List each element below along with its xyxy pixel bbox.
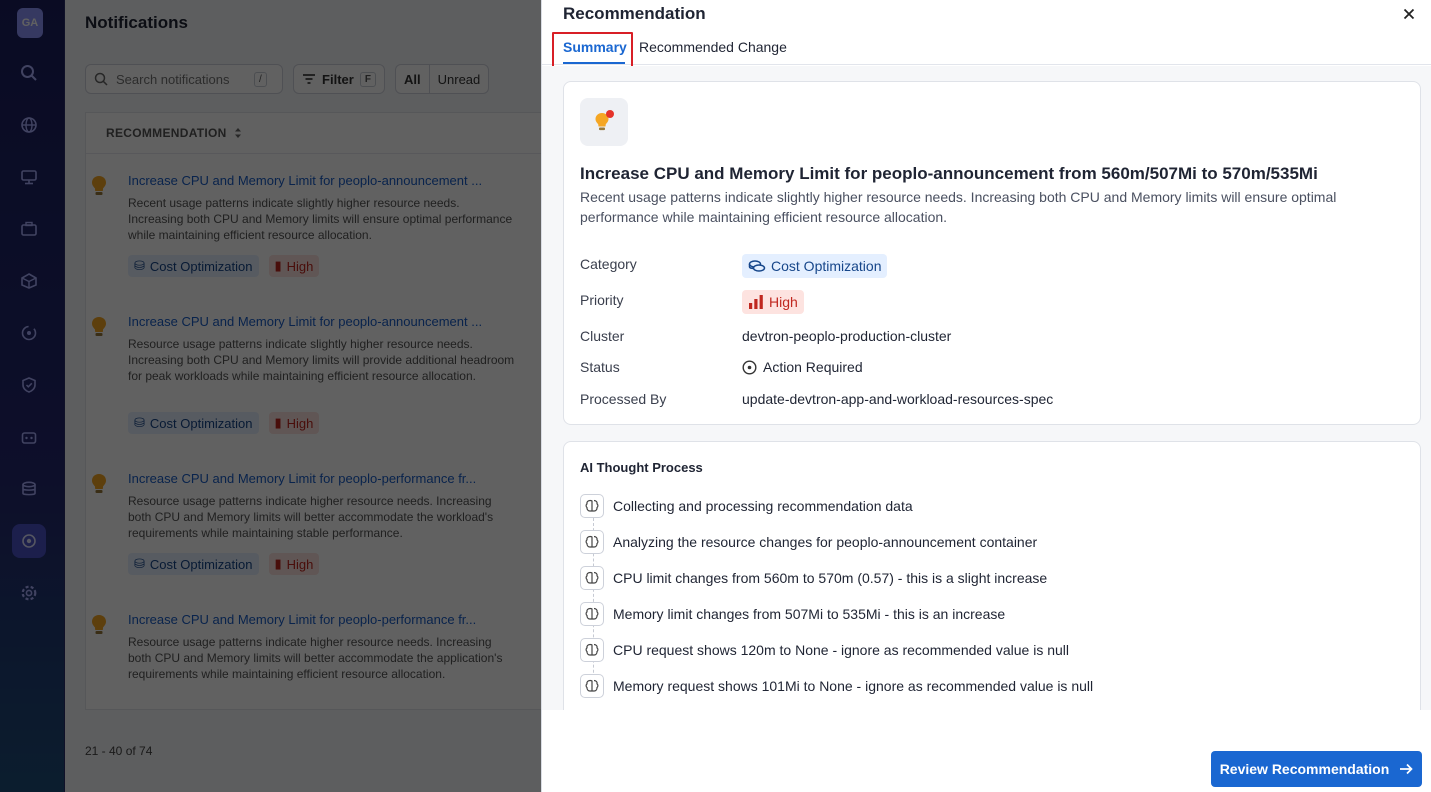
- processed-by-value: update-devtron-app-and-workload-resources-spec: [742, 391, 1054, 407]
- cluster-value: devtron-peoplo-production-cluster: [742, 328, 952, 344]
- thought-step: [580, 602, 1005, 626]
- brain-icon: [580, 566, 604, 590]
- priority-tag: [742, 290, 804, 314]
- recommendation-lightbulb-icon: [580, 98, 628, 146]
- review-recommendation-button[interactable]: [1211, 751, 1422, 787]
- thought-step-text: Analyzing the resource changes for peoplo-announcement container: [613, 534, 1038, 550]
- status-value-label: Action Required: [763, 359, 863, 375]
- category-value: [742, 254, 887, 278]
- recommendation-drawer: [541, 0, 1431, 792]
- annotation-highlight-box: [552, 32, 633, 70]
- brain-icon: [580, 674, 604, 698]
- thought-step: [580, 638, 1069, 662]
- category-label: Category: [580, 256, 637, 272]
- tab-recommended-change[interactable]: Recommended Change: [639, 39, 787, 55]
- thought-step-text: CPU limit changes from 560m to 570m (0.57) - this is a slight increase: [613, 570, 1048, 586]
- tab-bar: [542, 30, 1431, 65]
- thought-step: [580, 530, 1037, 554]
- bar-chart-icon: [748, 295, 764, 309]
- priority-value: [742, 290, 804, 314]
- thought-step-text: Memory request shows 101Mi to None - ignore as recommended value is null: [613, 678, 1094, 694]
- priority-tag-label: High: [769, 294, 798, 310]
- thought-step: [580, 566, 1047, 590]
- tab-summary[interactable]: Summary: [563, 39, 627, 55]
- drawer-title: Recommendation: [563, 4, 706, 23]
- close-button[interactable]: [1399, 4, 1419, 24]
- review-recommendation-label: Review Recommendation: [1219, 761, 1390, 777]
- brain-icon: [580, 494, 604, 518]
- thought-step: [580, 674, 1093, 698]
- arrow-right-icon: [1399, 763, 1413, 775]
- thought-step: [580, 494, 913, 518]
- status-circle-icon: [742, 360, 757, 375]
- coins-icon: [748, 259, 766, 273]
- thought-step-text: Collecting and processing recommendation data: [613, 498, 913, 514]
- ai-thought-process-panel: [563, 441, 1421, 710]
- processed-by-label: Processed By: [580, 391, 667, 407]
- thought-step-text: Memory limit changes from 507Mi to 535Mi - this is an increase: [613, 606, 1006, 622]
- thought-step-text: CPU request shows 120m to None - ignore as recommended value is null: [613, 642, 1070, 658]
- summary-panel: [563, 81, 1421, 425]
- status-label: Status: [580, 359, 620, 375]
- modal-backdrop[interactable]: [0, 0, 541, 792]
- recommendation-description: Recent usage patterns indicate slightly higher resource needs. Increasing both CPU and Memory limits will ensure optimal performance while maintaining efficient resource allocation.: [580, 189, 1337, 225]
- status-value: [742, 359, 863, 375]
- brain-icon: [580, 638, 604, 662]
- category-tag-label: Cost Optimization: [771, 258, 882, 274]
- category-tag: [742, 254, 887, 278]
- ai-thought-title: AI Thought Process: [580, 460, 703, 475]
- drawer-scroll-content[interactable]: [542, 66, 1431, 710]
- priority-label: Priority: [580, 292, 624, 308]
- recommendation-title: Increase CPU and Memory Limit for peoplo-announcement from 560m/507Mi to 570m/535Mi: [580, 164, 1318, 183]
- cluster-label: Cluster: [580, 328, 625, 344]
- close-icon: [1403, 8, 1415, 20]
- brain-icon: [580, 602, 604, 626]
- brain-icon: [580, 530, 604, 554]
